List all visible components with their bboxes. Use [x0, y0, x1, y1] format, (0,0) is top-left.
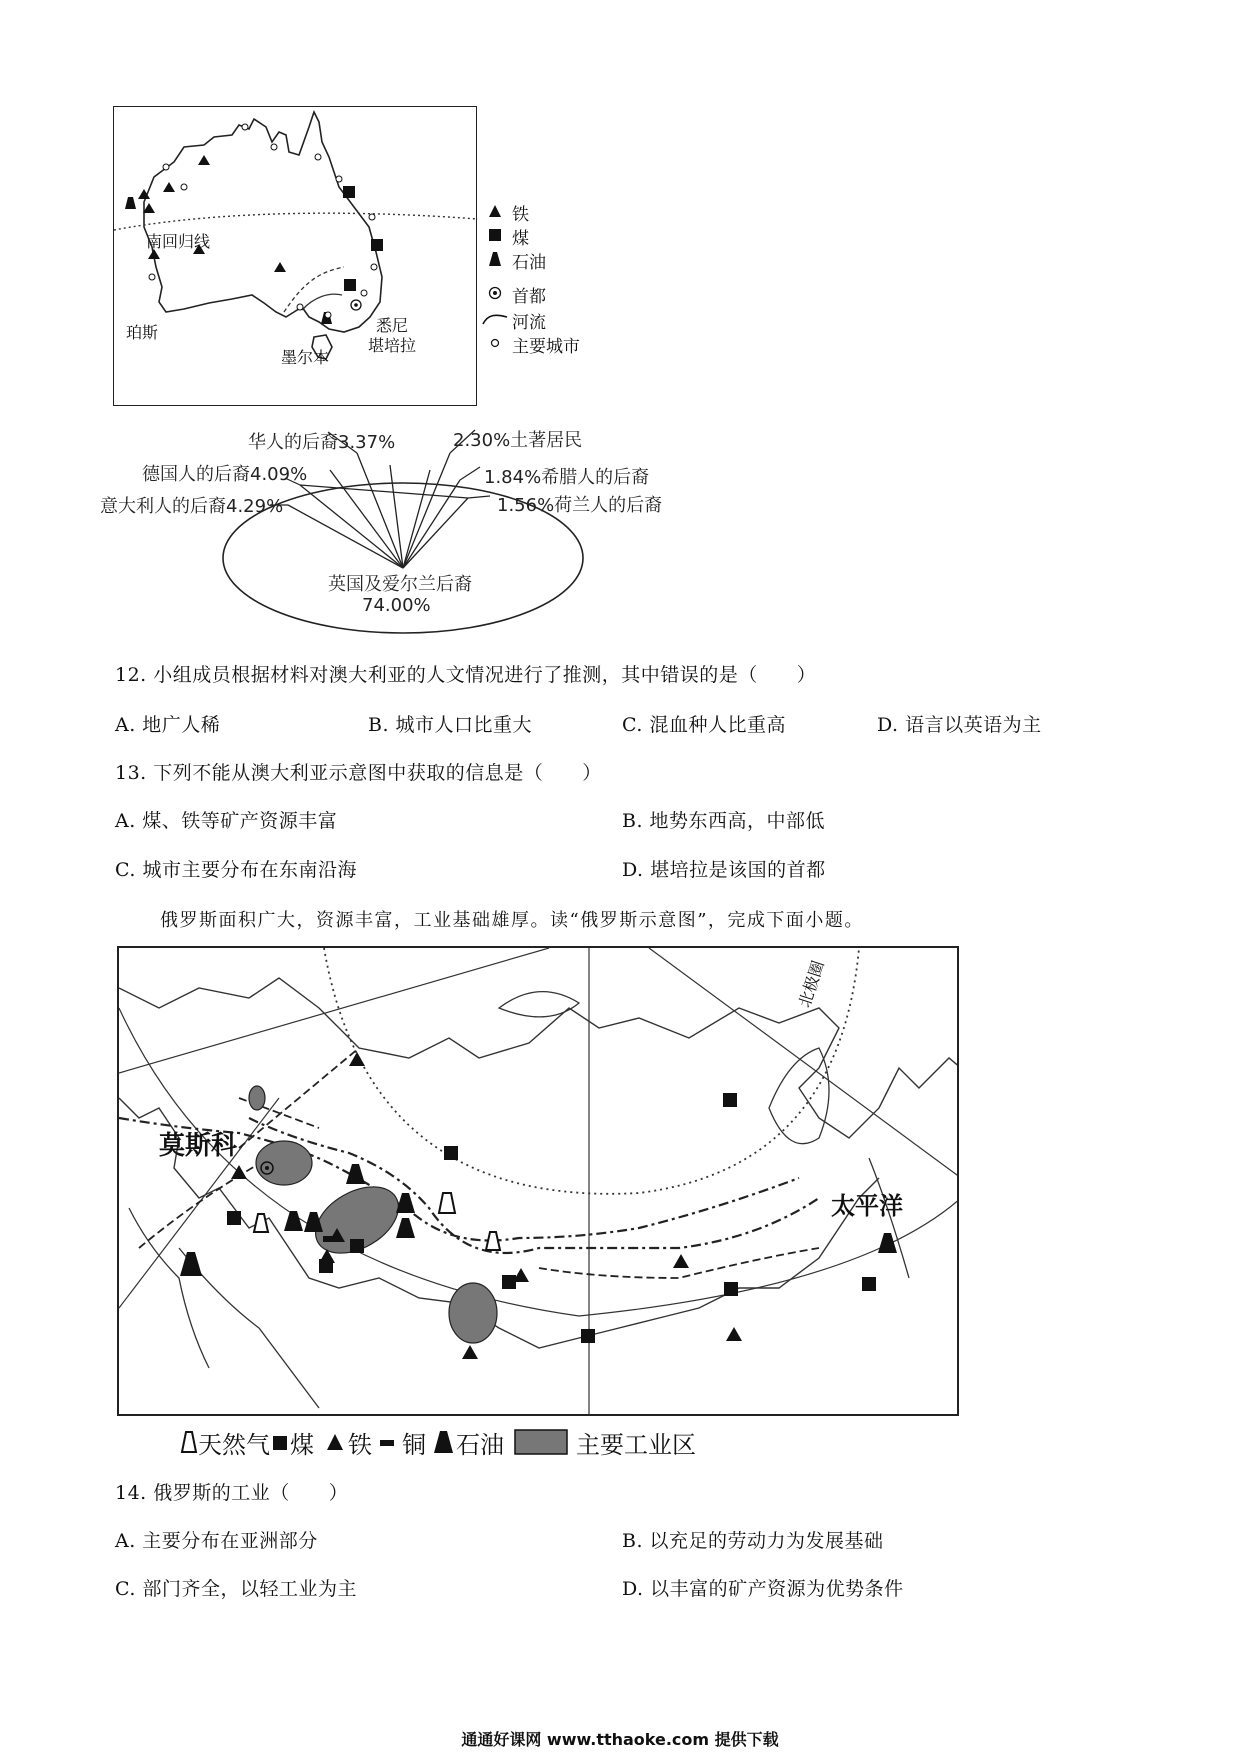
q12-option-a[interactable]: A. 地广人稀 [115, 714, 221, 736]
q13-option-b[interactable]: B. 地势东西高，中部低 [622, 810, 826, 832]
iron-icon [322, 1430, 348, 1454]
copper-legend-label: 铜 [402, 1430, 426, 1459]
legend-item: 石油 [486, 248, 596, 282]
coal-legend-label: 煤 [290, 1430, 314, 1459]
square-icon [488, 228, 502, 242]
oil-icon [432, 1429, 456, 1455]
gas-icon [180, 1430, 198, 1454]
russia-map [117, 946, 959, 1416]
perth-label: 珀斯 [126, 323, 159, 342]
q13-option-d[interactable]: D. 堪培拉是该国的首都 [622, 859, 826, 881]
q12-option-b[interactable]: B. 城市人口比重大 [368, 714, 533, 736]
australia-map [113, 106, 477, 406]
russia-legend [180, 1422, 780, 1462]
russia-intro: 俄罗斯面积广大，资源丰富，工业基础雄厚。读“俄罗斯示意图”，完成下面小题。 [160, 910, 864, 931]
q14-option-b[interactable]: B. 以充足的劳动力为发展基础 [622, 1530, 884, 1552]
pacific-label: 太平洋 [831, 1192, 903, 1220]
q12-stem: 12. 小组成员根据材料对澳大利亚的人文情况进行了推测，其中错误的是（ ） [115, 664, 817, 686]
ancestry-chart [100, 420, 720, 635]
q14-option-a[interactable]: A. 主要分布在亚洲部分 [115, 1530, 318, 1552]
chinese-ancestry-label: 华人的后裔3.37% [248, 432, 396, 453]
industrial-zone-icon [514, 1428, 568, 1456]
q12-option-c[interactable]: C. 混血种人比重高 [622, 714, 786, 736]
legend-item: 铁 [486, 200, 596, 224]
british-irish-label: 英国及爱尔兰后裔 [328, 574, 472, 595]
footer-source: 通通好课网 www.tthaoke.com 提供下载 [461, 1730, 779, 1749]
river-icon [482, 312, 508, 326]
british-irish-value: 74.00% [362, 595, 431, 616]
german-ancestry-label: 德国人的后裔4.09% [142, 464, 308, 485]
capital-icon [488, 286, 502, 300]
iron-legend-label: 铁 [348, 1430, 372, 1459]
arctic-circle-label: 北极圈 [794, 958, 828, 1010]
gas-legend-label: 天然气 [198, 1430, 270, 1459]
russia-map-graphic [119, 948, 959, 1416]
tropic-label: 南回归线 [146, 232, 211, 251]
copper-icon [376, 1430, 402, 1454]
canberra-label: 堪培拉 [368, 336, 417, 355]
q12-option-d[interactable]: D. 语言以英语为主 [877, 714, 1042, 736]
city-icon [488, 336, 502, 350]
australia-legend [486, 200, 596, 356]
q14-stem: 14. 俄罗斯的工业（ ） [115, 1482, 349, 1504]
moscow-label: 莫斯科 [159, 1131, 238, 1161]
q13-option-c[interactable]: C. 城市主要分布在东南沿海 [115, 859, 357, 881]
oil-legend-label: 石油 [456, 1430, 504, 1459]
melbourne-label: 墨尔本 [281, 348, 330, 367]
sydney-label: 悉尼 [376, 316, 409, 335]
q14-option-d[interactable]: D. 以丰富的矿产资源为优势条件 [622, 1578, 904, 1600]
q13-stem: 13. 下列不能从澳大利亚示意图中获取的信息是（ ） [115, 762, 602, 784]
legend-item: 煤 [486, 224, 596, 248]
greek-ancestry-label: 1.84%希腊人的后裔 [484, 467, 650, 488]
legend-item: 首都 [486, 282, 596, 308]
triangle-icon [488, 204, 502, 218]
oil-icon [488, 251, 502, 267]
italian-ancestry-label: 意大利人的后裔4.29% [100, 496, 284, 517]
coal-icon [270, 1430, 290, 1454]
q13-option-a[interactable]: A. 煤、铁等矿产资源丰富 [115, 810, 338, 832]
q14-option-c[interactable]: C. 部门齐全，以轻工业为主 [115, 1578, 357, 1600]
legend-item: 主要城市 [486, 332, 596, 356]
indigenous-label: 2.30%土著居民 [453, 430, 583, 451]
industrial-zone-legend-label: 主要工业区 [576, 1430, 696, 1459]
legend-item: 河流 [486, 308, 596, 332]
dutch-ancestry-label: 1.56%荷兰人的后裔 [497, 495, 663, 516]
